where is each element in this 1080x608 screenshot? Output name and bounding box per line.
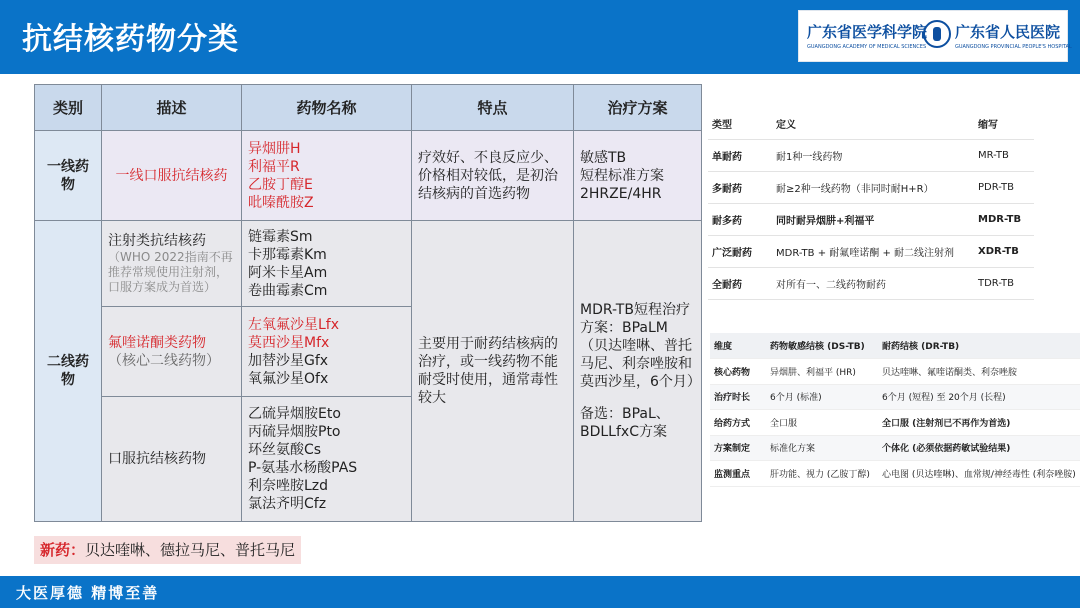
table-header-row — [710, 333, 1080, 359]
header-drug-name: 药物名称 — [242, 85, 412, 131]
table-header-row — [35, 85, 702, 131]
definition-cell: 同时耐异烟肼+利福平 — [772, 204, 974, 236]
header-abbreviation: 缩写 — [974, 107, 1034, 140]
institution-logo — [798, 10, 1072, 62]
drug-item: 吡嗪酰胺Z — [248, 194, 314, 211]
table-row — [710, 461, 1080, 487]
type-cell: 广泛耐药 — [708, 236, 772, 268]
type-cell: 多耐药 — [708, 172, 772, 204]
dimension-cell: 核心药物 — [710, 359, 766, 385]
header-dr-tb: 耐药结核 (DR-TB) — [878, 333, 1080, 359]
table-row-first-line — [35, 131, 702, 221]
drug-item: 乙硫异烟胺Eto — [248, 406, 341, 422]
header-type: 类型 — [708, 107, 772, 140]
drug-item: 利奈唑胺Lzd — [248, 478, 329, 494]
first-line-regimen — [574, 131, 702, 221]
drug-item: 莫西沙星Mfx — [248, 334, 330, 351]
drug-item: 利福平R — [248, 158, 300, 175]
fluoroquinolone-description-cell — [102, 307, 242, 397]
second-line-features: 主要用于耐药结核病的治疗，或一线药物不能耐受时使用，通常毒性较大 — [412, 221, 574, 522]
dr-cell: 贝达喹啉、氟喹诺酮类、利奈唑胺 — [878, 359, 1080, 385]
regimen-line: 敏感TB — [580, 149, 627, 166]
definition-cell: 耐1种一线药物 — [772, 140, 974, 172]
header-bar — [0, 0, 1080, 74]
abbreviation-cell: MR-TB — [974, 140, 1034, 172]
drug-item: 氯法齐明Cfz — [248, 496, 327, 512]
drug-classification-table — [34, 84, 702, 522]
hospital-emblem-icon — [923, 20, 951, 48]
regimen-line: 2HRZE/4HR — [580, 185, 662, 202]
category-second-line: 二线药物 — [35, 221, 102, 522]
ds-cell: 6个月 (标准) — [766, 384, 878, 410]
new-drugs-label: 新药： — [40, 541, 86, 559]
alternative-regimen: 备选：BPaL、BDLLfxC方案 — [580, 406, 670, 440]
fluoroquinolone-note: （核心二线药物） — [108, 352, 220, 369]
oral-drugs — [242, 397, 412, 522]
table-row — [710, 435, 1080, 461]
drug-item: 卡那霉素Km — [248, 246, 327, 263]
ds-cell: 肝功能、视力 (乙胺丁醇) — [766, 461, 878, 487]
type-cell: 全耐药 — [708, 268, 772, 300]
injectables-description: 注射类抗结核药 — [108, 233, 206, 249]
drug-item: 卷曲霉素Cm — [248, 282, 328, 299]
header-definition: 定义 — [772, 107, 974, 140]
definition-cell: 对所有一、二线药物耐药 — [772, 268, 974, 300]
table-row — [708, 172, 1034, 204]
drug-item: 链霉素Sm — [248, 228, 313, 245]
drug-item: 左氧氟沙星Lfx — [248, 316, 340, 333]
header-features: 特点 — [412, 85, 574, 131]
table-row — [708, 204, 1034, 236]
drug-item: 氧氟沙星Ofx — [248, 370, 329, 387]
resistance-types-table — [708, 107, 1034, 300]
table-row — [708, 268, 1034, 300]
logo-right-text: 广东省人民医院 — [955, 23, 1061, 41]
header-regimen: 治疗方案 — [574, 85, 702, 131]
drug-item: 加替沙星Gfx — [248, 352, 329, 369]
dr-cell: 个体化 (必须依据药敏试验结果) — [878, 435, 1080, 461]
abbreviation-cell: MDR-TB — [974, 204, 1034, 236]
dr-cell: 6个月 (短程) 至 20个月 (长程) — [878, 384, 1080, 410]
ds-cell: 标准化方案 — [766, 435, 878, 461]
injectables-description-cell — [102, 221, 242, 307]
dr-cell: 全口服 (注射剂已不再作为首选) — [878, 410, 1080, 436]
first-line-drugs — [242, 131, 412, 221]
dimension-cell: 治疗时长 — [710, 384, 766, 410]
injectables-drugs — [242, 221, 412, 307]
definition-cell: 耐≥2种一线药物（非同时耐H+R） — [772, 172, 974, 204]
first-line-description: 一线口服抗结核药 — [102, 131, 242, 221]
new-drugs-note — [34, 536, 301, 564]
definition-cell: MDR-TB + 耐氟喹诺酮 + 耐二线注射剂 — [772, 236, 974, 268]
page-title: 抗结核药物分类 — [22, 22, 239, 57]
second-line-regimen — [574, 221, 702, 522]
header-ds-tb: 药物敏感结核 (DS-TB) — [766, 333, 878, 359]
footer-bar — [0, 576, 1080, 608]
table-row-injectables — [35, 221, 702, 307]
dimension-cell: 给药方式 — [710, 410, 766, 436]
table-row — [708, 140, 1034, 172]
dimension-cell: 方案制定 — [710, 435, 766, 461]
table-row — [710, 359, 1080, 385]
dimension-cell: 监测重点 — [710, 461, 766, 487]
injectables-note: （WHO 2022指南不再推荐常规使用注射剂，口服方案成为首选） — [108, 250, 233, 294]
abbreviation-cell: TDR-TB — [974, 268, 1034, 300]
logo-right-subtext: GUANGDONG PROVINCIAL PEOPLE'S HOSPITAL — [955, 44, 1072, 50]
category-first-line: 一线药物 — [35, 131, 102, 221]
header-category: 类别 — [35, 85, 102, 131]
table-row — [710, 384, 1080, 410]
drug-item: 丙硫异烟胺Pto — [248, 424, 341, 440]
new-drugs-items: 贝达喹啉、德拉马尼、普托马尼 — [85, 541, 296, 559]
drug-item: 阿米卡星Am — [248, 264, 328, 281]
logo-left-text: 广东省医学科学院 — [807, 23, 928, 41]
table-row — [708, 236, 1034, 268]
mdr-regimen: MDR-TB短程治疗方案：BPaLM（贝达喹啉、普托马尼、利奈唑胺和莫西沙星，6个月） — [580, 302, 701, 390]
type-cell: 耐多药 — [708, 204, 772, 236]
type-cell: 单耐药 — [708, 140, 772, 172]
ds-cell: 全口服 — [766, 410, 878, 436]
regimen-line: 短程标准方案 — [580, 167, 664, 184]
footer-motto: 大医厚德 精博至善 — [16, 584, 160, 602]
ds-vs-dr-comparison-table — [710, 333, 1080, 487]
dr-cell: 心电图 (贝达喹啉)、血常规/神经毒性 (利奈唑胺) — [878, 461, 1080, 487]
drug-item: 异烟肼H — [248, 140, 301, 157]
drug-item: 环丝氨酸Cs — [248, 442, 322, 458]
header-dimension: 维度 — [710, 333, 766, 359]
header-description: 描述 — [102, 85, 242, 131]
drug-item: P-氨基水杨酸PAS — [248, 460, 358, 476]
abbreviation-cell: PDR-TB — [974, 172, 1034, 204]
table-row — [710, 410, 1080, 436]
fluoroquinolone-description: 氟喹诺酮类药物 — [108, 334, 206, 351]
first-line-features: 疗效好、不良反应少、价格相对较低，是初治结核病的首选药物 — [412, 131, 574, 221]
oral-description: 口服抗结核药物 — [102, 397, 242, 522]
fluoroquinolone-drugs — [242, 307, 412, 397]
drug-item: 乙胺丁醇E — [248, 176, 313, 193]
table-header-row — [708, 107, 1034, 140]
logo-left-subtext: GUANGDONG ACADEMY OF MEDICAL SCIENCES — [807, 44, 927, 50]
ds-cell: 异烟肼、利福平 (HR) — [766, 359, 878, 385]
abbreviation-cell: XDR-TB — [974, 236, 1034, 268]
